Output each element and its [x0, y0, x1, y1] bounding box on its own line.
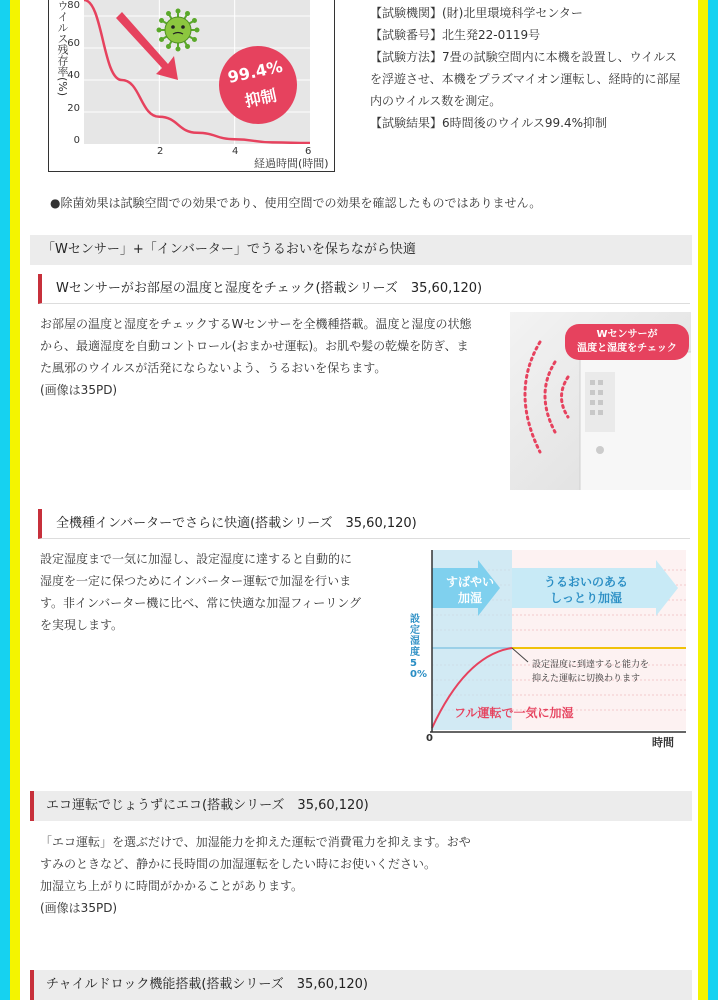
arrow-moist-label: [521, 574, 651, 606]
paragraph-line: す。非インバーター機に比べ、常に快適な加湿フィーリング: [40, 596, 362, 610]
x-axis-title: 経過時間(時間): [254, 157, 329, 170]
target-humidity-label: 設定湿度50%: [410, 614, 427, 680]
subsection-title: Wセンサーがお部屋の温度と湿度をチェック(搭載シリーズ 35,60,120): [56, 281, 483, 296]
paragraph-line: を実現します。: [40, 618, 124, 632]
section-header-main: [30, 235, 692, 265]
test-info-line: を浮遊させ、本機をプラズマイオン運転し、経時的に部屋: [370, 72, 681, 86]
y-tick: 0: [73, 135, 80, 146]
eco-description: [40, 831, 500, 919]
paragraph-line: 設定湿度まで一気に加湿し、設定湿度に達すると自動的に: [40, 552, 353, 566]
full-power-label: フル運転で一気に加湿: [454, 706, 574, 720]
sensor-photo: [510, 312, 691, 490]
subsection-header-inverter: [38, 509, 690, 539]
image-caption: (画像は35PD): [40, 901, 118, 915]
y-tick: 20: [67, 103, 80, 114]
subsection-title: 全機種インバーターでさらに快適(搭載シリーズ 35,60,120): [56, 516, 417, 531]
sensor-bubble: [565, 324, 689, 360]
paragraph-line: お部屋の温度と湿度をチェックするWセンサーを全機種搭載。温度と湿度の状態: [40, 317, 472, 331]
paragraph-line: から、最適湿度を自動コントロール(おまかせ運転)。お肌や髪の乾燥を防ぎ、ま: [40, 339, 469, 353]
inverter-description: [40, 548, 380, 636]
image-caption: (画像は35PD): [40, 383, 118, 397]
sensor-description: [40, 313, 490, 401]
badge-percent: 99.4%: [226, 56, 285, 87]
test-info-line: 内のウイルス数を測定。: [370, 94, 502, 108]
y-tick: 60: [67, 38, 80, 49]
origin-label: 0: [426, 733, 433, 744]
paragraph-line: 湿度を一定に保つためにインバーター運転で加湿を行いま: [40, 574, 352, 588]
section-title: 「Wセンサー」+「インバーター」でうるおいを保ちながら快適: [42, 242, 416, 257]
paragraph-line: 加湿立ち上がりに時間がかかることがあります。: [40, 879, 304, 893]
y-axis-title: ウイルス残存率(%): [56, 0, 69, 97]
callout-line: 設定湿度に到達すると能力を: [532, 660, 650, 670]
section-header-child-lock: [30, 970, 692, 1000]
disclaimer-note: ●除菌効果は試験空間での効果であり、使用空間での効果を確認したものではありません。: [50, 196, 542, 210]
arrow-fast-line: すばやい: [445, 575, 494, 589]
paragraph-line: すみのときなど、静かに長時間の加湿運転をしたい時にお使いください。: [40, 857, 437, 871]
badge-label: 抑制: [243, 85, 279, 111]
section-title: エコ運転でじょうずにエコ(搭載シリーズ 35,60,120): [46, 798, 369, 813]
arrow-fast-label: [440, 574, 500, 606]
virus-icon: [157, 9, 200, 52]
y-tick: 40: [67, 70, 80, 81]
time-label: 時間: [652, 736, 674, 749]
callout-line: 抑えた運転に切換わります: [532, 674, 641, 684]
test-info-line: 【試験番号】北生発22-0119号: [370, 28, 541, 42]
subsection-header-sensor: [38, 274, 690, 304]
test-info-line: 【試験方法】7畳の試験空間内に本機を設置し、ウイルス: [370, 50, 677, 64]
paragraph-line: た風邪のウイルスが活発にならないよう、うるおいを保ちます。: [40, 361, 387, 375]
callout-text: [532, 658, 682, 686]
section-header-eco: [30, 791, 692, 821]
y-tick: 80: [67, 0, 80, 11]
test-info-line: 【試験機関】(財)北里環境科学センター: [370, 6, 583, 20]
paragraph-line: 「エコ運転」を選ぶだけで、加湿能力を抑えた運転で消費電力を抑えます。おや: [40, 835, 471, 849]
arrow-moist-line: うるおいのある: [543, 575, 628, 589]
bubble-line: Wセンサーが: [596, 329, 658, 340]
test-info-line: 【試験結果】6時間後のウイルス99.4%抑制: [370, 116, 608, 130]
section-title: チャイルドロック機能搭載(搭載シリーズ 35,60,120): [46, 977, 369, 992]
arrow-fast-line: 加湿: [457, 591, 482, 605]
x-tick: 2: [157, 146, 164, 157]
inverter-chart: [406, 550, 686, 750]
bubble-line: 温度と湿度をチェック: [577, 343, 677, 354]
x-tick: 4: [232, 146, 239, 157]
x-tick: 6: [305, 146, 312, 157]
test-info: [370, 2, 690, 134]
arrow-moist-line: しっとり加湿: [549, 591, 622, 605]
